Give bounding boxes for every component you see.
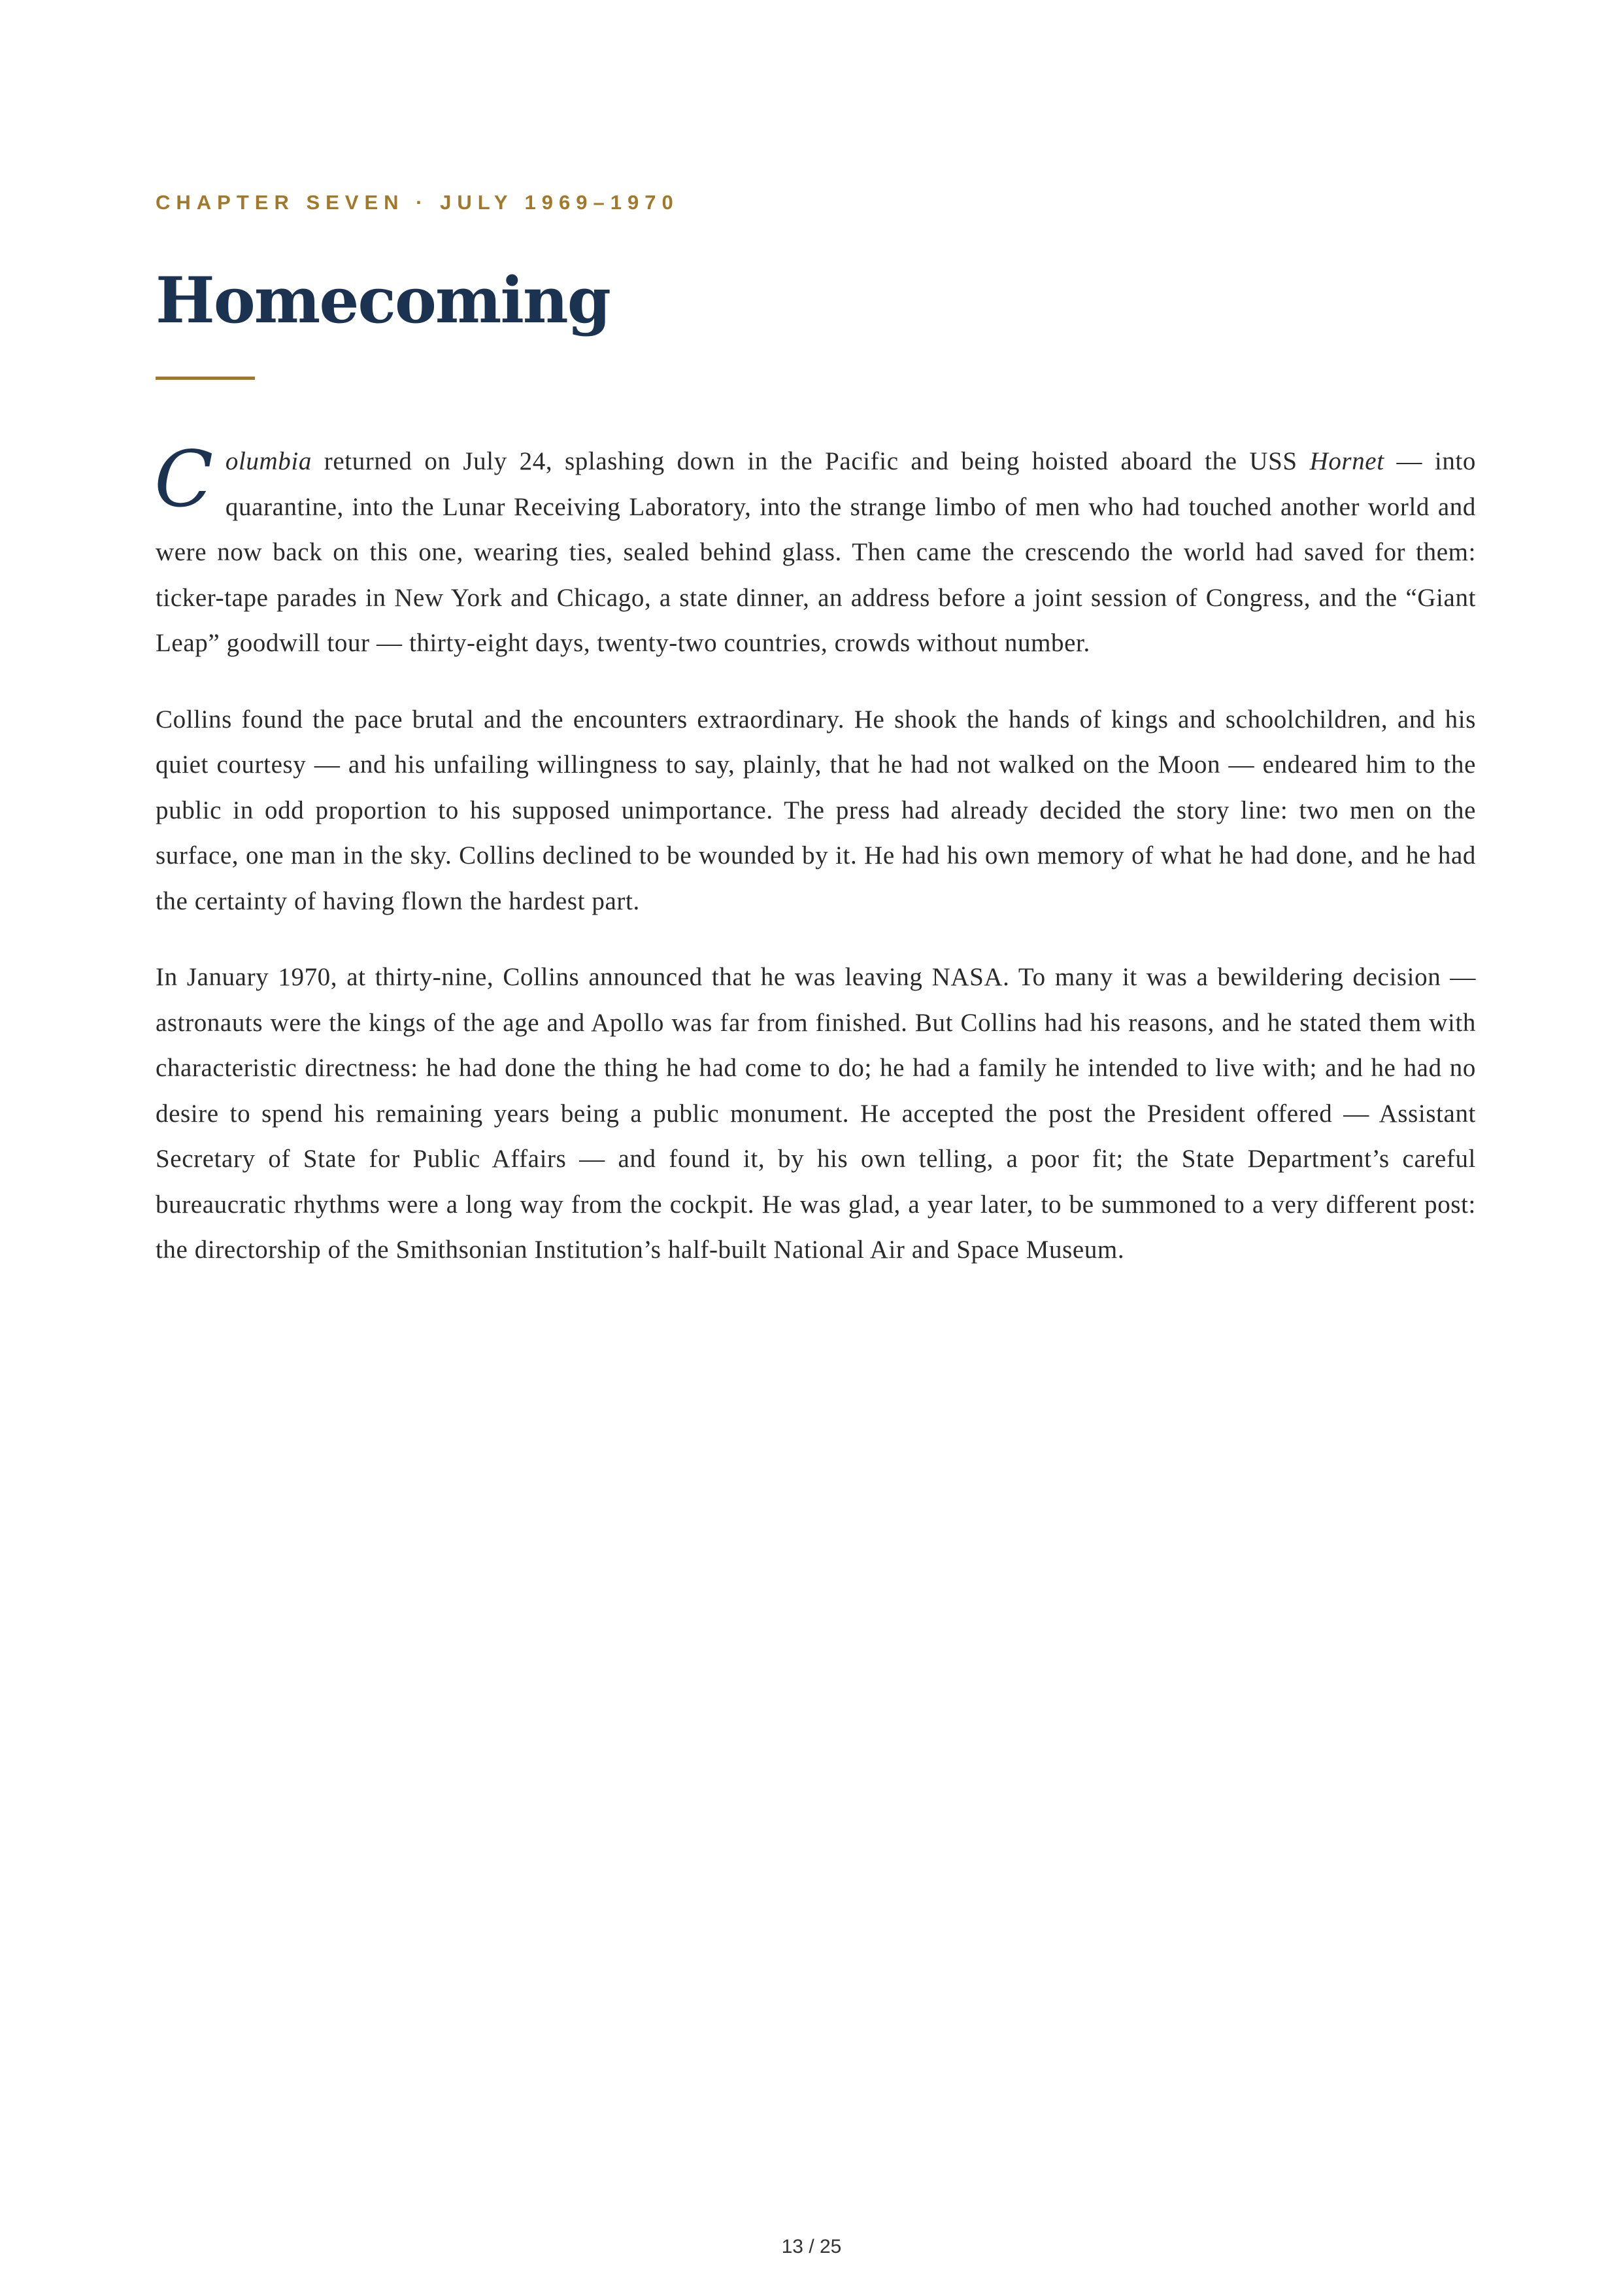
chapter-title: Homecoming bbox=[156, 263, 610, 337]
chapter-kicker: CHAPTER SEVEN · JULY 1969–1970 bbox=[156, 191, 679, 214]
page-number: 13 / 25 bbox=[781, 2236, 842, 2257]
italic-ship-name-columbia: olumbia bbox=[225, 447, 312, 475]
paragraph-2: Collins found the pace brutal and the encounters extraordinary. He shook the hands of kings and schoolchildren, and his quiet courtesy — and his unfailing willingness to say, plainly, that he had not walked on the Moon — endeared him to the public in odd proportion to his supposed unimportance. The press had already decided the story line: two men on the surface, one man in the sky. Collins declined to be wounded by it. He had his own memory of what he had done, and he had the certainty of having flown the hardest part. bbox=[156, 705, 1476, 915]
paragraph-1-text-b: — into quarantine, into the Lunar Receiving Laboratory, into the strange limbo of men who had touched another world and were now back on this one, wearing ties, sealed behind glass. Then came the crescendo the world had saved for them: ticker-tape parades in New York and Chicago, a state dinner, an address before a joint session of Congress, and the “Giant Leap” goodwill tour — thirty-eight days, twenty-two countries, crowds without number. bbox=[156, 447, 1476, 657]
paragraph-3: In January 1970, at thirty-nine, Collins announced that he was leaving NASA. To many it was a bewildering decision — astronauts were the kings of the age and Apollo was far from finished. But Collins had his reasons, and he stated them with characteristic directness: he had done the thing he had come to do; he had a family he intended to live with; and he had no desire to spend his remaining years being a public monument. He accepted the post the President offered — Assistant Secretary of State for Public Affairs — and found it, by his own telling, a poor fit; the State Department’s careful bureaucratic rhythms were a long way from the cockpit. He was glad, a year later, to be summoned to a very different post: the directorship of the Smithsonian Institution’s half-built National Air and Space Museum. bbox=[156, 963, 1476, 1264]
italic-ship-name-hornet: Hornet bbox=[1309, 447, 1384, 475]
paragraph-1 bbox=[154, 434, 1476, 666]
drop-cap: C bbox=[154, 434, 214, 524]
title-divider bbox=[156, 377, 255, 380]
paragraph-1-text-a: returned on July 24, splashing down in the Pacific and being hoisted aboard the USS bbox=[311, 447, 1310, 475]
chapter-content bbox=[156, 183, 1476, 1304]
chapter-body bbox=[154, 434, 1476, 1273]
